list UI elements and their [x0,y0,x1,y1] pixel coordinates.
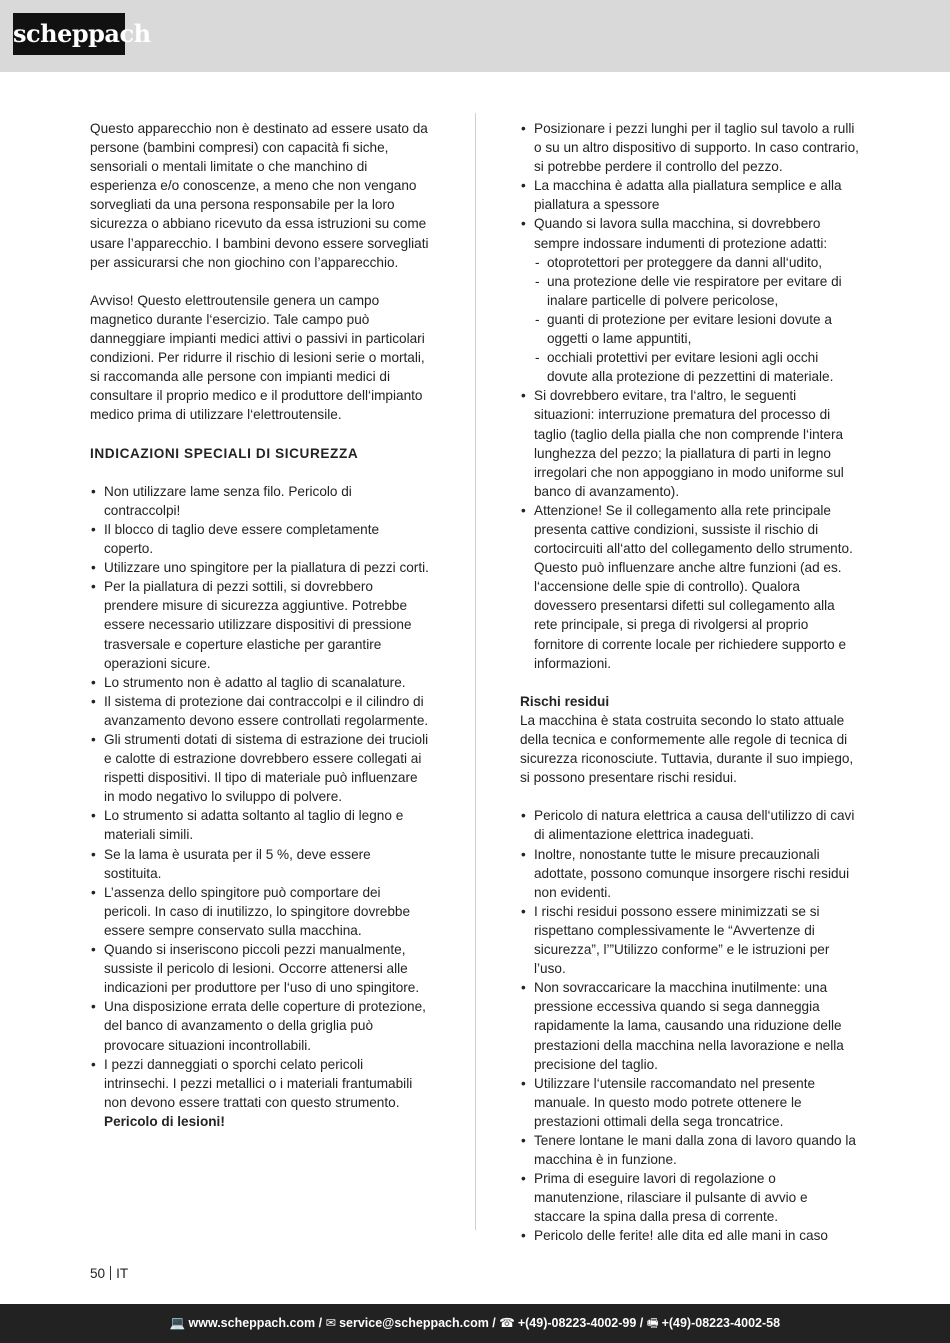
list-item: - occhiali protettivi per evitare lesioni agli occhi dovute alla protezione di pezzettini di materiale. [534,348,860,386]
list-item: - una protezione delle vie respiratore per evitare di inalare particelle di polvere pericolose, [534,272,860,310]
footer-phone: +(49)-08223-4002-99 [517,1316,637,1330]
list-item: • I rischi residui possono essere minimizzati se si rispettano complessivamente le “Avvertenze di sicurezza”, l’”Utilizzo conforme” e le istruzioni per l’uso. [520,902,860,978]
list-item: • Non sovraccaricare la macchina inutilmente: una pressione eccessiva quando si sega danneggia rapidamente la lama, causando una riduzione delle prestazioni della macchina nella lavorazione e nella precisione del taglio. [520,978,860,1073]
magnetic-field-warning: Avviso! Questo elettroutensile genera un campo magnetico durante l‘esercizio. Tale campo può danneggiare impianti medici attivi o passivi in particolari condizioni. Per ridurre il rischio di lesioni serie o mortali, si raccomanda alle persone con impianti medici di consultare il proprio medico e il produttore dell‘impianto medico prima di utilizzare l‘elettroutensile. [90,292,425,423]
left-column [90,119,430,1131]
footer-email[interactable]: service@scheppach.com [339,1316,489,1330]
list-item: • Attenzione! Se il collegamento alla rete principale presenta cattive condizioni, sussiste il rischio di cortocircuiti all‘atto del collegamento dello strumento. Questo può influenzare anche altre funzioni (ad es. l‘accensione delle spie di controllo). Qualora dovessero presentarsi difetti sul collegamento alla rete principale, si prega di rivolgersi al proprio fornitore di corrente locale per richiedere supporto e informazioni. [520,501,860,673]
list-item: • Pericolo delle ferite! alle dita ed alle mani in caso [520,1226,860,1245]
page-footer [0,1304,950,1343]
section-heading-safety: INDICAZIONI SPECIALI DI SICUREZZA [90,445,359,461]
injury-warning: Pericolo di lesioni! [104,1113,225,1129]
list-item: • Utilizzare uno spingitore per la piallatura di pezzi corti. [90,558,430,577]
list-item: • Non utilizzare lame senza filo. Pericolo di contraccolpi! [90,482,430,520]
footer-separator: / [315,1316,326,1330]
footer-separator: / [636,1316,647,1330]
list-item: • Il sistema di protezione dai contraccolpi e il cilindro di avanzamento devono essere controllati regolarmente. [90,692,430,730]
computer-icon: 💻 [169,1316,186,1330]
list-item: • Tenere lontane le mani dalla zona di lavoro quando la macchina è in funzione. [520,1131,860,1169]
list-item: • Inoltre, nonostante tutte le misure precauzionali adottate, possono comunque insorgere rischi residui non evidenti. [520,845,860,902]
protection-intro: Quando si lavora sulla macchina, si dovrebbero sempre indossare indumenti di protezione adatti: [534,216,828,251]
residual-risks-heading: Rischi residui [520,693,610,709]
list-item: • Il blocco di taglio deve essere completamente coperto. [90,520,430,558]
intro-paragraph: Questo apparecchio non è destinato ad essere usato da persone (bambini compresi) con capacità fi siche, sensoriali o mentali limitate o che manchino di esperienza e/o conoscenze, a meno che non vengano sorvegliati da una persona responsabile per la loro sicurezza o abbiano ricevuto da essa istruzioni su come usare l’apparecchio. I bambini devono essere sorvegliati per assicurarsi che non giochino con l’apparecchio. [90,121,429,270]
list-item: • Prima di eseguire lavori di regolazione o manutenzione, rilasciare il pulsante di avvio e staccare la spina dalla presa di corrente. [520,1169,860,1226]
list-item: • Pericolo di natura elettrica a causa dell‘utilizzo di cavi di alimentazione elettrica inadeguati. [520,806,860,844]
protection-list [534,253,860,387]
column-divider [475,113,476,1230]
email-icon: ✉ [325,1316,337,1330]
page-language: IT [116,1266,129,1281]
safety-list-continued [520,119,860,673]
list-item: • La macchina è adatta alla piallatura semplice e alla piallatura a spessore [520,176,860,214]
list-item [90,1055,430,1131]
right-column [520,119,860,1246]
fax-icon: 🖷 [646,1316,659,1330]
list-item-text: I pezzi danneggiati o sporchi celato pericoli intrinsechi. I pezzi metallici o i materiali frantumabili non devono essere trattati con questo strumento. [104,1056,413,1110]
list-item: • Si dovrebbero evitare, tra l‘altro, le seguenti situazioni: interruzione prematura del processo di taglio (taglio della pialla che non comprende l‘intera lunghezza del pezzo; la piallatura di parti in legno irregolari che non appoggiano in modo uniforme sul banco di avanzamento). [520,386,860,501]
list-item: - guanti di protezione per evitare lesioni dovute a oggetti o lame appuntiti, [534,310,860,348]
list-item: - otoprotettori per proteggere da danni all‘udito, [534,253,860,272]
list-item: • Se la lama è usurata per il 5 %, deve essere sostituita. [90,845,430,883]
residual-risks-intro: La macchina è stata costruita secondo lo stato attuale della tecnica e conformemente alle regole di tecnica di sicurezza riconosciute. Tuttavia, durante il suo impiego, si possono presentare rischi residui. [520,712,854,786]
phone-icon: ☎ [499,1316,515,1330]
residual-risks-list [520,806,860,1245]
list-item: • Utilizzare l‘utensile raccomandato nel presente manuale. In questo modo potrete ottenere le prestazioni ottimali della sega troncatrice. [520,1074,860,1131]
list-item [520,214,860,386]
safety-list [90,482,430,1131]
list-item: • Gli strumenti dotati di sistema di estrazione dei trucioli e calotte di estrazione dovrebbero essere collegati ai rispetti dispositivi. Il tipo di materiale può influenzare in modo negativo lo sviluppo di polvere. [90,730,430,806]
list-item: • L’assenza dello spingitore può comportare dei pericoli. In caso di inutilizzo, lo spingitore dovrebbe essere sempre conservato sulla macchina. [90,883,430,940]
list-item: • Per la piallatura di pezzi sottili, si dovrebbero prendere misure di sicurezza aggiuntive. Potrebbe essere necessario utilizzare dispositivi di pressione trasversale e coperture elastiche per garantire operazioni sicure. [90,577,430,672]
list-item: • Quando si inseriscono piccoli pezzi manualmente, sussiste il pericolo di lesioni. Occorre attenersi alle indicazioni per produttore per l‘uso di uno spingitore. [90,940,430,997]
page-header [0,0,950,72]
list-item: • Lo strumento non è adatto al taglio di scanalature. [90,673,430,692]
list-item: • Posizionare i pezzi lunghi per il taglio sul tavolo a rulli o su un altro dispositivo di supporto. In caso contrario, si potrebbe perdere il controllo del pezzo. [520,119,860,176]
footer-fax: +(49)-08223-4002-58 [661,1316,781,1330]
footer-website[interactable]: www.scheppach.com [188,1316,316,1330]
page-number [90,1264,128,1283]
brand-logo: scheppach [13,13,125,55]
footer-separator: / [488,1316,500,1330]
page-number-value: 50 [90,1266,106,1281]
list-item: • Lo strumento si adatta soltanto al taglio di legno e materiali simili. [90,806,430,844]
list-item: • Una disposizione errata delle coperture di protezione, del banco di avanzamento o della griglia può provocare situazioni incontrollabili. [90,997,430,1054]
page-number-separator [110,1266,111,1280]
